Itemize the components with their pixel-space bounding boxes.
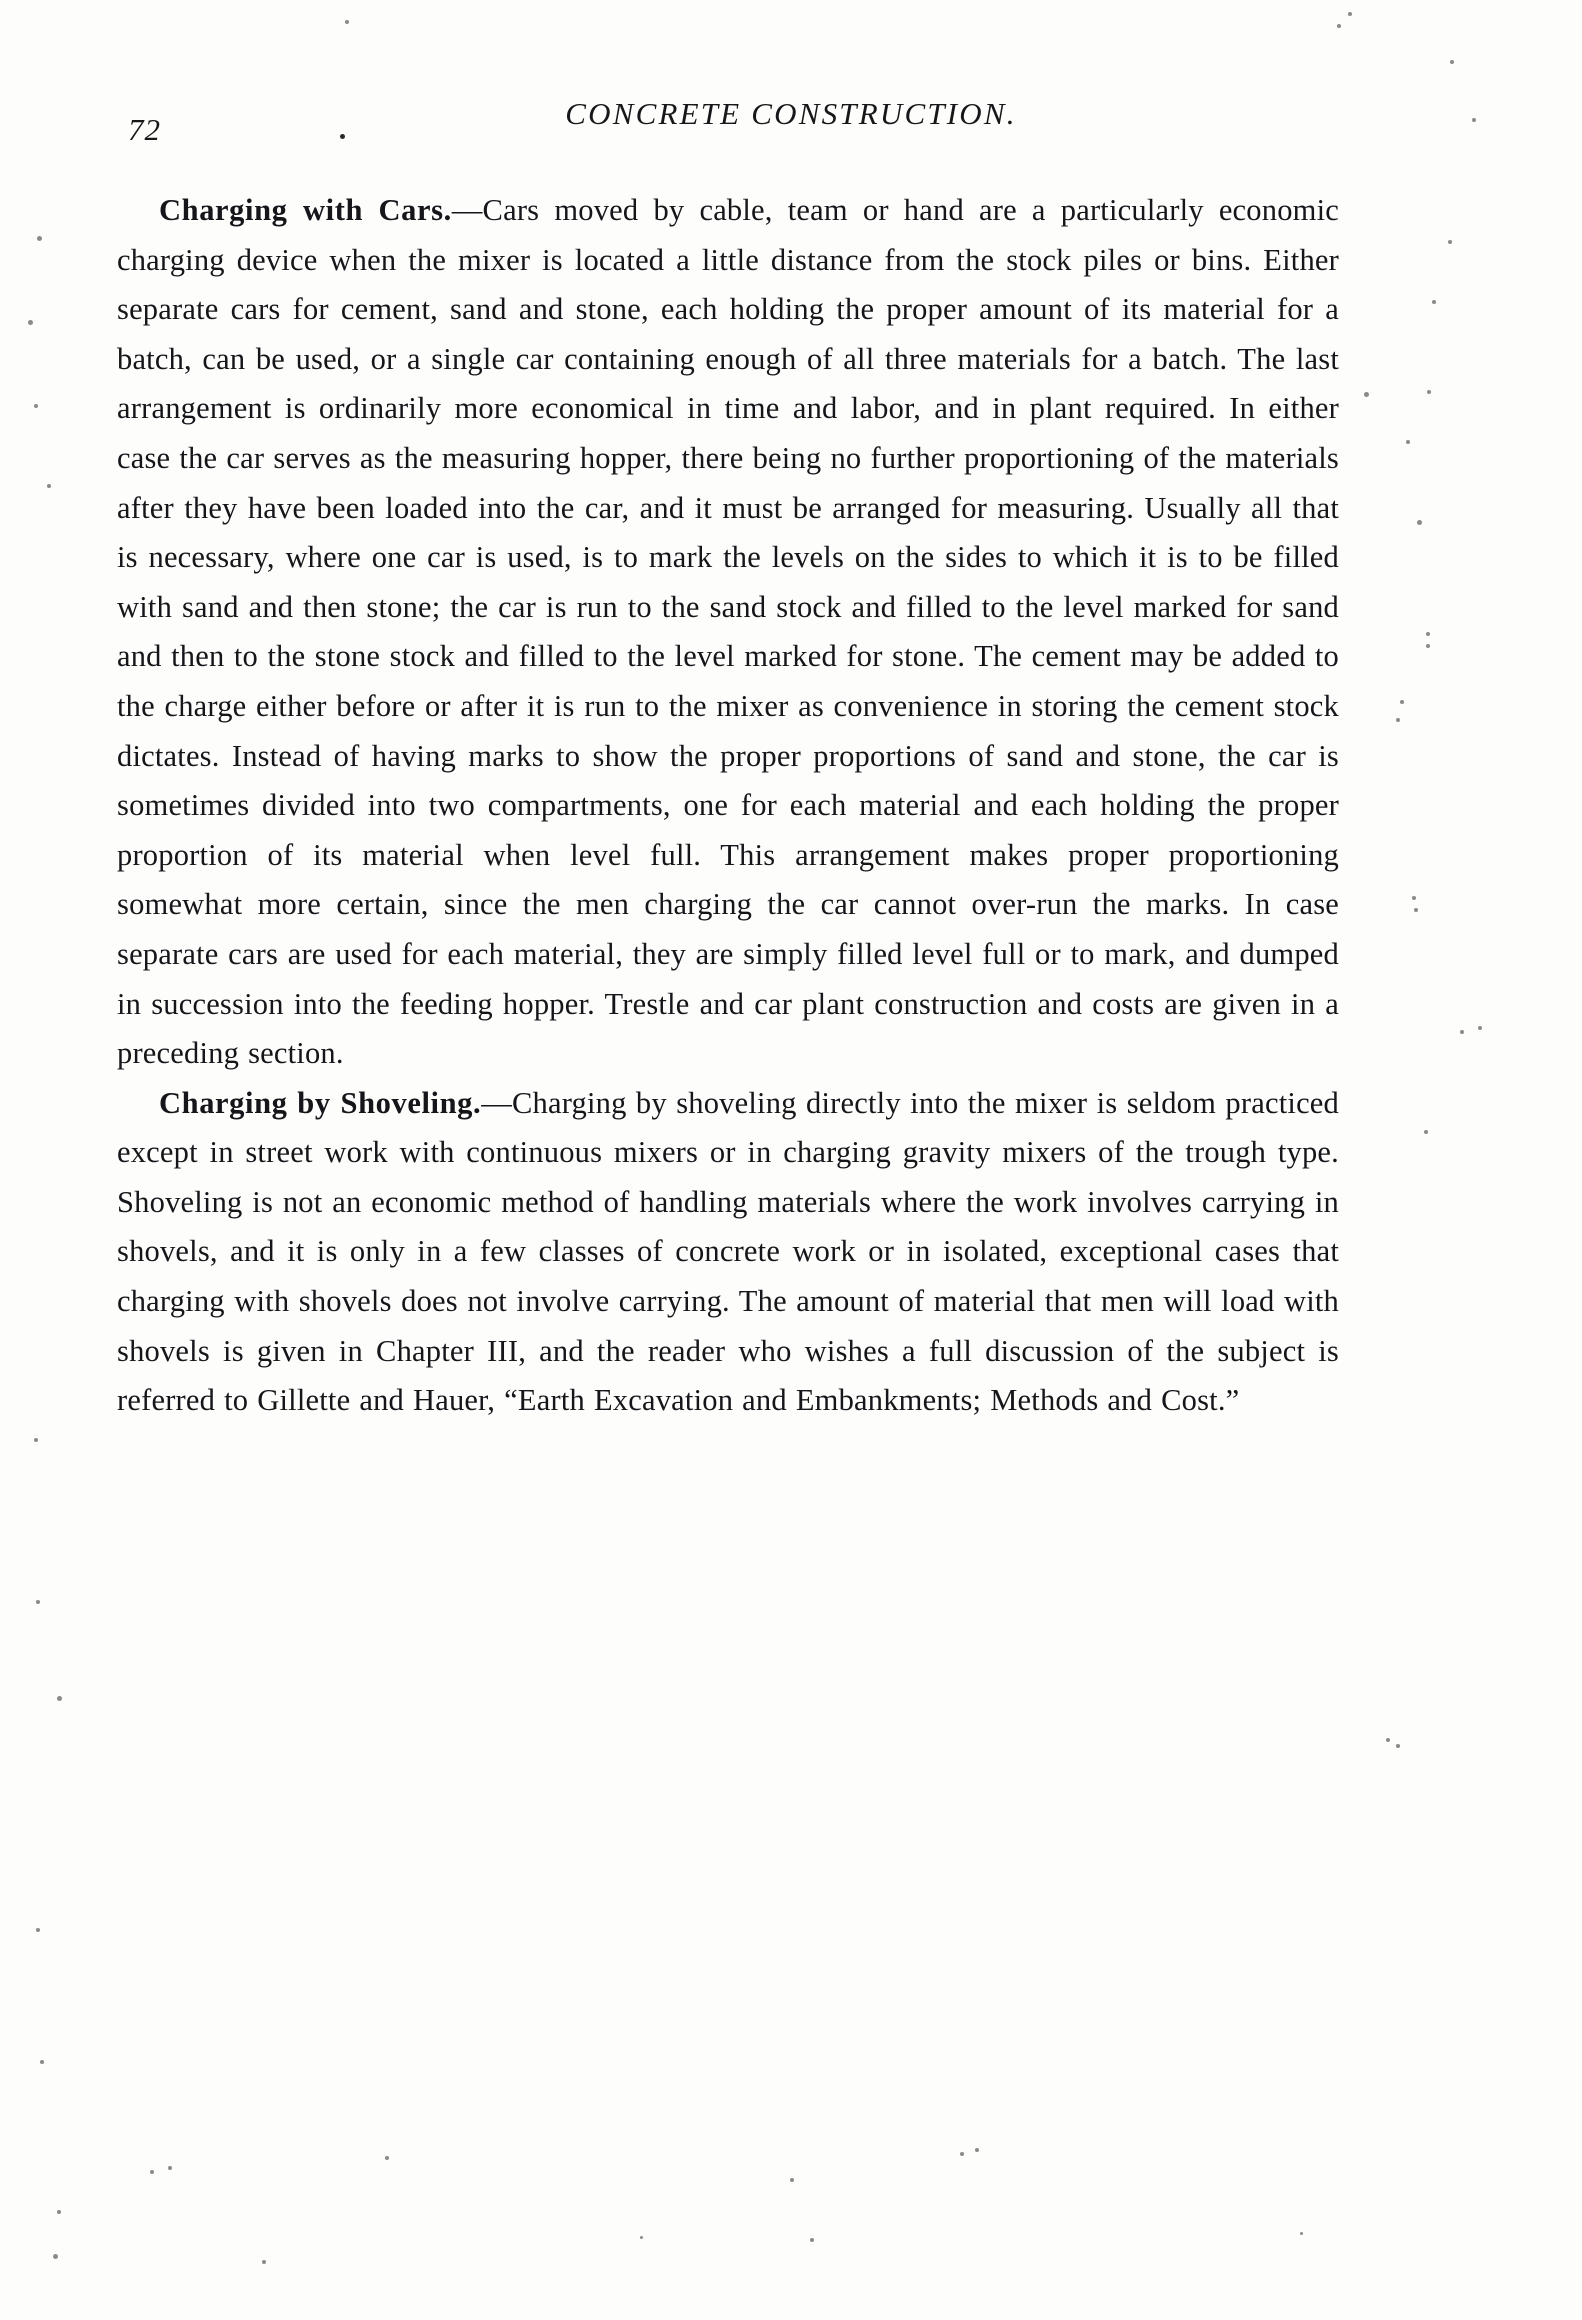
paragraph-body-charging-with-cars: Cars moved by cable, team or hand are a particularly economic charging device when the mixer is located a little distance from the stock piles or bins. Either separate cars for cement, sand and stone, each holding the proper amount of its material for a batch, can be used, or a single car containing enough of all three materials for a batch. The last arrangement is ordinarily more economical in time and labor, and in plant required. In either case the car serves as the measuring hopper, there being no further proportioning of the materials after they have been loaded into the car, and it must be arranged for measuring. Usually all that is necessary, where one car is used, is to mark the levels on the sides to which it is to be filled with sand and then stone; the car is run to the sand stock and filled to the level marked for sand and then to the stone stock and filled to the level marked for stone. The cement may be added to the charge either before or after it is run to the mixer as convenience in storing the cement stock dictates. Instead of having marks to show the proper proportions of sand and stone, the car is sometimes divided into two compartments, one for each material and each holding the proper proportion of its material when level full. This arrangement makes proper proportioning somewhat more certain, since the men charging the car cannot over-run the marks. In case separate cars are used for each material, they are simply filled level full or to mark, and dumped in succession into the feeding hopper. Trestle and car plant construction and costs are given in a preceding section.	[117, 193, 1339, 1071]
paragraph-body-charging-by-shoveling: Charging by shoveling directly into the mixer is seldom practiced except in street work with continuous mixers or in charging gravity mixers of the trough type. Shoveling is not an economic method of handling materials where the work involves carrying in shovels, and it is only in a few classes of concrete work or in isolated, exceptional cases that charging with shovels does not involve carrying. The amount of material that men will load with shovels is given in Chapter III, and the reader who wishes a full discussion of the subject is referred to Gillette and Hauer, “Earth Excavation and Embankments; Methods and Cost.”	[117, 1085, 1339, 1418]
em-dash-1: —	[481, 1085, 512, 1120]
paragraph-heading-charging-with-cars: Charging with Cars.	[159, 193, 452, 227]
running-head: CONCRETE CONSTRUCTION.	[565, 96, 1017, 131]
em-dash-0: —	[451, 193, 483, 227]
paragraph-heading-charging-by-shoveling: Charging by Shoveling.	[159, 1085, 482, 1120]
body-text-column	[117, 186, 1339, 1426]
paragraph-charging-with-cars	[117, 186, 1339, 1079]
page-header	[0, 96, 1582, 146]
paragraph-charging-by-shoveling	[117, 1079, 1339, 1426]
header-speck	[340, 134, 345, 139]
page-number: 72	[128, 112, 161, 147]
